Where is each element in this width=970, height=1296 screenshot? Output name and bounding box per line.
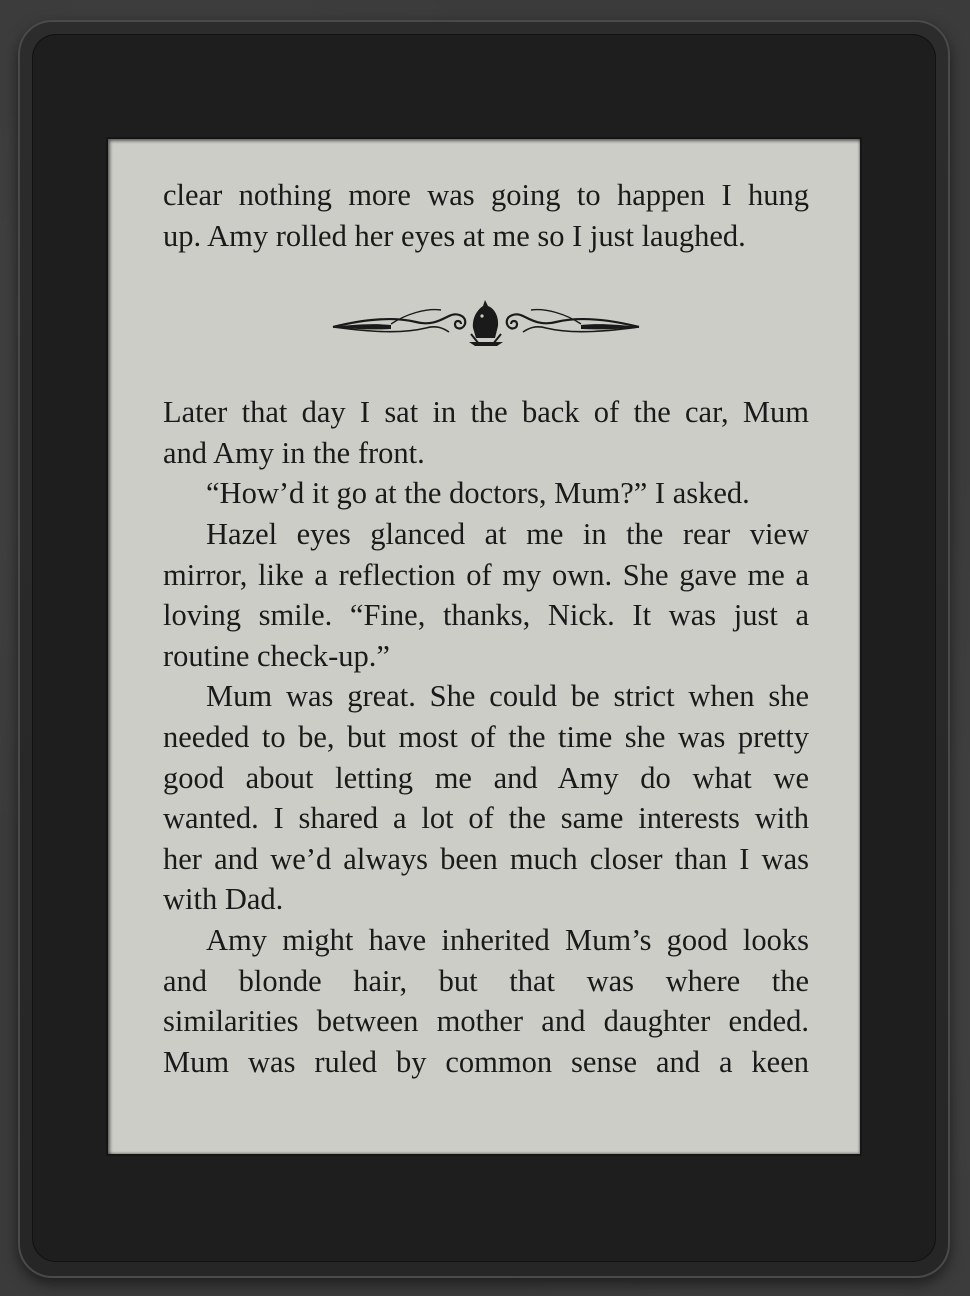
- text-line: Later that day I sat in the back of the car, Mum: [163, 395, 809, 430]
- text-line: mirror, like a reflection of my own. She gave me a: [163, 557, 809, 592]
- text-line: clear nothing more was going to happen I hung: [163, 178, 809, 212]
- text-line: and Amy in the front.: [163, 435, 425, 470]
- text-line: and blonde hair, but that was where the: [163, 963, 809, 998]
- text-line: up. Amy rolled her eyes at me so I just laughed.: [163, 218, 746, 253]
- text-line: routine check-up.”: [163, 638, 390, 673]
- text-line: Amy might have inherited Mum’s good looks: [206, 922, 809, 957]
- text-line: similarities between mother and daughter ended.: [163, 1004, 809, 1039]
- text-line: Mum was great. She could be strict when she: [206, 679, 809, 714]
- scroll-divider-icon: [331, 294, 641, 354]
- text-line: needed to be, but most of the time she was pretty: [163, 719, 809, 754]
- text-line: good about letting me and Amy do what we: [163, 760, 809, 795]
- text-line: her and we’d always been much closer than I was: [163, 841, 809, 876]
- ereader-screen[interactable]: [106, 137, 862, 1156]
- text-line: wanted. I shared a lot of the same interests with: [163, 801, 809, 836]
- book-page: [163, 175, 809, 1082]
- text-line: loving smile. “Fine, thanks, Nick. It was just a: [163, 598, 809, 633]
- text-line: with Dad.: [163, 882, 284, 917]
- text-line: Mum was ruled by common sense and a keen: [163, 1044, 809, 1079]
- text-line: Hazel eyes glanced at me in the rear view: [206, 516, 809, 551]
- text-line: “How’d it go at the doctors, Mum?” I asked.: [206, 476, 750, 511]
